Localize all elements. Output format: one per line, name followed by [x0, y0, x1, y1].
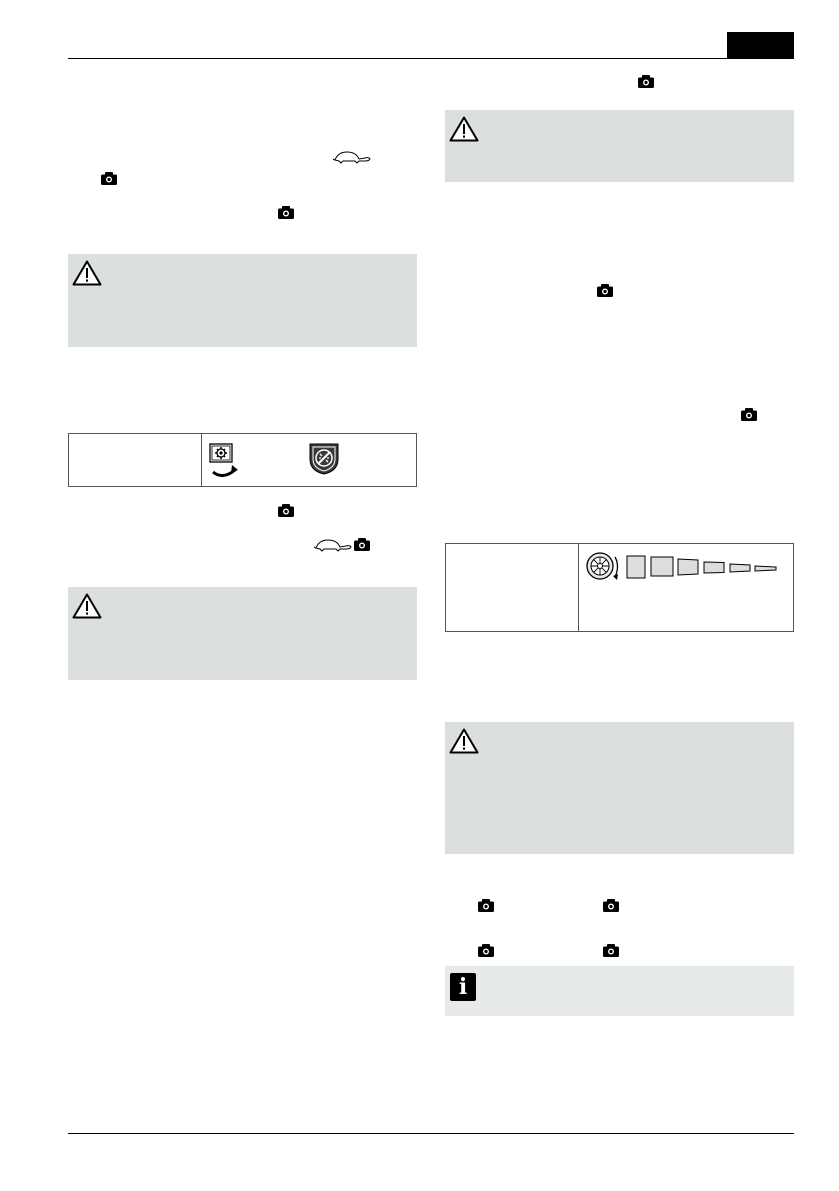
camera-icon: [278, 206, 294, 219]
cutting-height-table: [445, 543, 794, 632]
camera-icon: [478, 944, 494, 957]
info-icon-glyph: i: [458, 974, 468, 1000]
warning-box: [68, 254, 417, 347]
warning-box: [445, 110, 794, 182]
camera-icon: [354, 538, 370, 551]
table-divider: [578, 544, 579, 631]
warning-triangle-icon: [449, 116, 479, 142]
warning-triangle-icon: [72, 593, 102, 619]
gear-rotate-icon: [208, 442, 240, 480]
warning-box: [445, 722, 794, 854]
info-box: [445, 966, 794, 1016]
camera-icon: [603, 899, 619, 912]
warning-triangle-icon: [72, 260, 102, 286]
info-icon: [450, 973, 476, 1001]
camera-icon: [101, 172, 117, 185]
settings-table: [68, 433, 417, 487]
camera-icon: [603, 944, 619, 957]
blade-shield-icon: [307, 441, 341, 475]
header-tab: [727, 32, 794, 58]
warning-box: [68, 587, 417, 680]
camera-icon: [278, 504, 294, 517]
turtle-icon: [332, 150, 372, 164]
table-divider: [201, 434, 202, 486]
camera-icon: [597, 284, 613, 297]
camera-icon: [741, 408, 757, 421]
turtle-icon: [313, 538, 353, 552]
warning-triangle-icon: [449, 728, 479, 754]
header-rule: [68, 58, 794, 59]
camera-icon: [478, 899, 494, 912]
cutting-height-scale-icon: [584, 549, 784, 583]
camera-icon: [638, 75, 654, 88]
footer-rule: [68, 1133, 794, 1134]
